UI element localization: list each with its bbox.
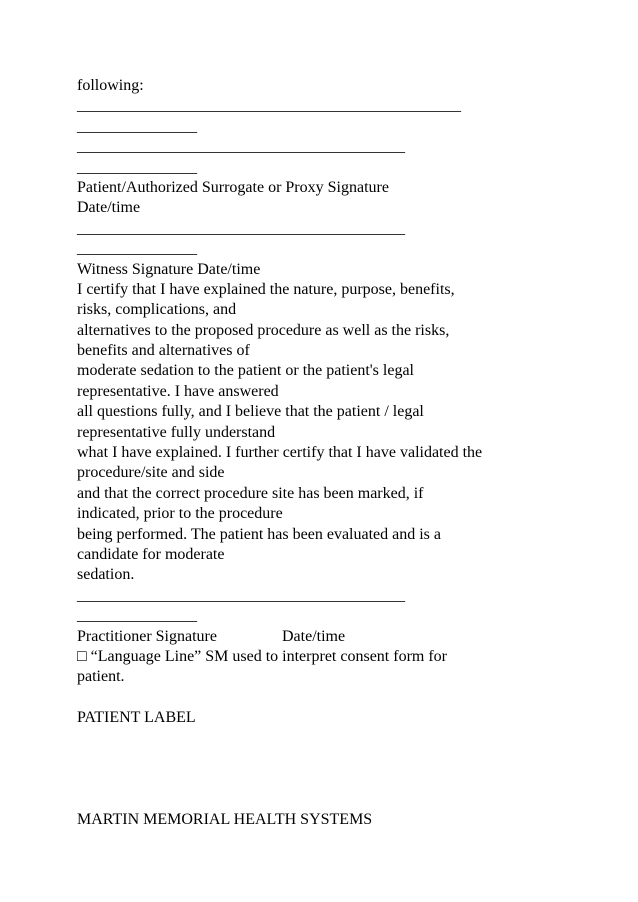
certification-text: being performed. The patient has been evaluated and is a <box>77 525 442 543</box>
witness-signature-label: Witness Signature Date/time <box>77 260 261 278</box>
certification-text: what I have explained. I further certify that I have validated the <box>77 444 483 462</box>
certification-text: I certify that I have explained the nature, purpose, benefits, <box>77 280 455 298</box>
signature-underline: _______________ <box>77 117 197 135</box>
spacer <box>77 729 577 749</box>
intro-text: following: <box>77 77 144 94</box>
signature-underline: _________________________________________ <box>77 586 405 604</box>
language-line-note: □ “Language Line” SM used to interpret consent form for <box>77 647 447 665</box>
practitioner-date-label: Date/time <box>282 627 346 645</box>
spacer <box>77 790 577 810</box>
practitioner-signature-label: Practitioner Signature <box>77 627 217 645</box>
certification-text: benefits and alternatives of <box>77 342 250 360</box>
certification-text: representative fully understand <box>77 423 276 441</box>
spacer <box>77 688 577 708</box>
certification-text: indicated, prior to the procedure <box>77 505 283 523</box>
consent-form-text <box>77 76 577 830</box>
patient-date-label: Date/time <box>77 199 141 217</box>
practitioner-signature-row <box>77 627 577 647</box>
spacer <box>77 769 577 789</box>
certification-text: and that the correct procedure site has been marked, if <box>77 484 424 502</box>
signature-underline: _______________ <box>77 158 197 176</box>
certification-text: risks, complications, and <box>77 301 237 319</box>
signature-underline: _________________________________________ <box>77 219 405 237</box>
certification-text: candidate for moderate <box>77 545 225 563</box>
language-line-note-cont: patient. <box>77 668 125 686</box>
signature-underline: _______________ <box>77 607 197 625</box>
organization-name: MARTIN MEMORIAL HEALTH SYSTEMS <box>77 811 373 829</box>
signature-underline: _________________________________________ <box>77 138 405 156</box>
certification-text: sedation. <box>77 566 135 584</box>
certification-text: alternatives to the proposed procedure as well as the risks, <box>77 321 450 339</box>
certification-text: representative. I have answered <box>77 382 279 400</box>
patient-signature-label: Patient/Authorized Surrogate or Proxy Signature <box>77 178 389 196</box>
patient-label: PATIENT LABEL <box>77 709 196 727</box>
signature-underline: _______________ <box>77 240 197 258</box>
certification-text: procedure/site and side <box>77 464 225 482</box>
signature-underline: ________________________________________________ <box>77 97 461 115</box>
spacer <box>77 749 577 769</box>
certification-text: all questions fully, and I believe that the patient / legal <box>77 403 424 421</box>
certification-text: moderate sedation to the patient or the patient's legal <box>77 362 414 380</box>
